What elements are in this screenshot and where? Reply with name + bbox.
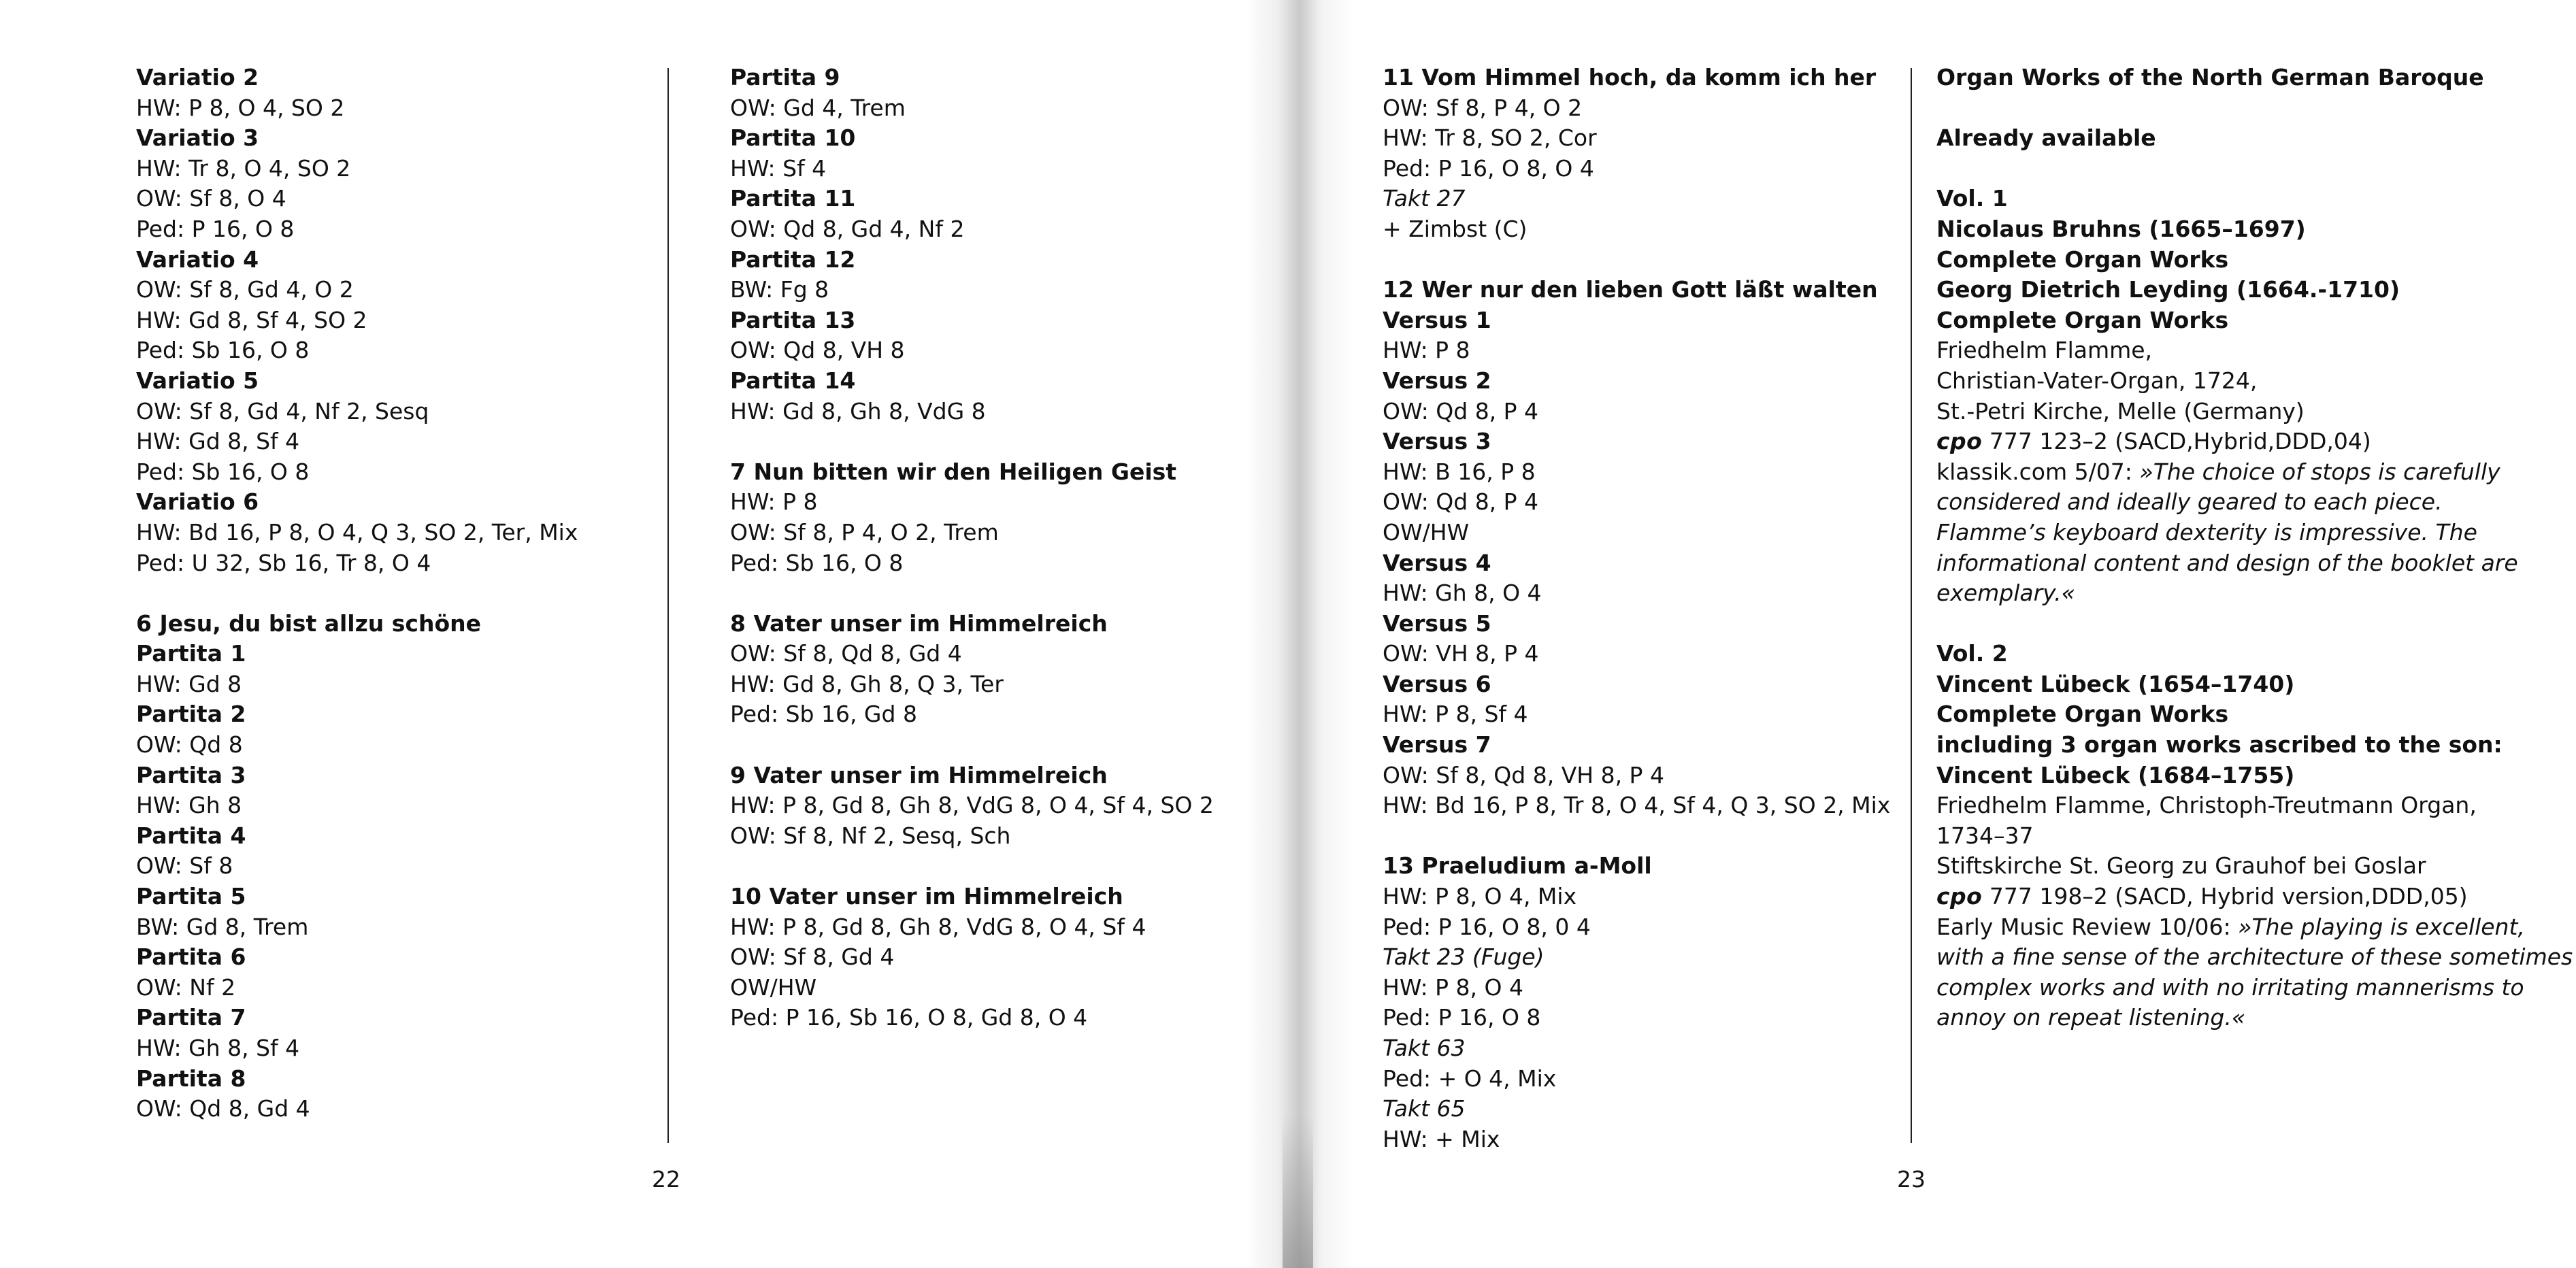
italic-line: informational content and design of the booklet are — [1936, 549, 2518, 576]
page-number-right: 23 — [1897, 1166, 1926, 1192]
registration-line: HW: Tr 8, O 4, SO 2 — [136, 154, 351, 182]
italic-line: complex works and with no irritating mannerisms to — [1936, 973, 2524, 1001]
heading-line: Georg Dietrich Leyding (1664.-1710) — [1936, 276, 2400, 303]
heading-line: 8 Vater unser im Himmelreich — [730, 610, 1108, 637]
blank-line — [1936, 154, 2573, 184]
registration-line: OW: Sf 8, P 4, O 2, Trem — [730, 518, 999, 546]
heading-line: 7 Nun bitten wir den Heiligen Geist — [730, 458, 1177, 485]
review-line — [1936, 457, 2573, 488]
italic-line: Takt 63 — [1383, 1035, 1466, 1061]
registration-line: Ped: Sb 16, O 8 — [136, 458, 310, 485]
review-quote: »The choice of stops is carefully — [2139, 458, 2500, 485]
registration-line: OW: Qd 8 — [136, 731, 243, 758]
heading-line: Versus 5 — [1383, 610, 1491, 637]
blank-line — [730, 427, 1214, 457]
heading-line: Partita 5 — [136, 883, 246, 910]
registration-line: Ped: P 16, O 8 — [1383, 1004, 1541, 1031]
registration-line: HW: Gh 8, O 4 — [1383, 580, 1542, 607]
registration-line: HW: Tr 8, SO 2, Cor — [1383, 124, 1597, 152]
registration-line: BW: Fg 8 — [730, 276, 829, 303]
registration-line: HW: Gd 8 — [136, 670, 242, 697]
registration-line: OW: Sf 8, Gd 4, O 2 — [136, 276, 354, 303]
heading-line: Versus 1 — [1383, 306, 1491, 333]
blank-line — [1383, 821, 1890, 852]
heading-line: 11 Vom Himmel hoch, da komm ich her — [1383, 64, 1877, 90]
book-gutter-shading — [1245, 0, 1354, 1268]
heading-line: Variatio 6 — [136, 488, 259, 516]
cpo-label: cpo — [1936, 428, 1983, 455]
registration-line: OW: Qd 8, VH 8 — [730, 337, 905, 364]
review-source: Early Music Review 10/06: — [1936, 913, 2239, 940]
heading-line: Partita 7 — [136, 1004, 246, 1031]
registration-line: OW: Gd 4, Trem — [730, 94, 906, 121]
heading-line: Partita 2 — [136, 701, 246, 728]
registration-line: Friedhelm Flamme, — [1936, 337, 2153, 364]
registration-line: HW: B 16, P 8 — [1383, 458, 1536, 485]
registration-line: HW: Bd 16, P 8, O 4, Q 3, SO 2, Ter, Mix — [136, 518, 578, 546]
left-page-column-1 — [136, 63, 578, 1124]
blank-line — [1383, 245, 1890, 276]
catalogue-number: 777 123–2 (SACD,Hybrid,DDD,04) — [1982, 428, 2371, 455]
registration-line: HW: P 8, O 4 — [1383, 973, 1523, 1001]
heading-line: Complete Organ Works — [1936, 701, 2229, 728]
registration-line: OW: Sf 8, Qd 8, Gd 4 — [730, 640, 962, 667]
registration-line: OW: Sf 8, O 4 — [136, 185, 286, 212]
review-source: klassik.com 5/07: — [1936, 458, 2140, 485]
registration-line: HW: Gd 8, Sf 4, SO 2 — [136, 306, 367, 333]
registration-line: HW: P 8 — [1383, 337, 1470, 364]
registration-line: OW/HW — [730, 973, 817, 1001]
heading-line: Partita 3 — [136, 761, 246, 788]
heading-line: Partita 11 — [730, 185, 856, 212]
heading-line: Versus 7 — [1383, 731, 1491, 758]
heading-line: Partita 9 — [730, 64, 840, 90]
heading-line: Already available — [1936, 124, 2156, 152]
registration-line: 1734–37 — [1936, 822, 2034, 849]
blank-line — [1936, 93, 2573, 124]
registration-line: OW: Qd 8, P 4 — [1383, 397, 1539, 424]
italic-line: Takt 65 — [1383, 1095, 1466, 1122]
italic-line: with a fine sense of the architecture of these sometimes — [1936, 944, 2573, 971]
heading-line: Vincent Lübeck (1684–1755) — [1936, 761, 2295, 788]
registration-line: Stiftskirche St. Georg zu Grauhof bei Goslar — [1936, 852, 2426, 880]
heading-line: Organ Works of the North German Baroque — [1936, 64, 2484, 90]
heading-line: Complete Organ Works — [1936, 246, 2229, 273]
heading-line: Versus 2 — [1383, 367, 1491, 394]
right-page-column-2 — [1936, 63, 2573, 1033]
heading-line: including 3 organ works ascribed to the son: — [1936, 731, 2503, 758]
registration-line: + Zimbst (C) — [1383, 215, 1528, 242]
heading-line: Partita 4 — [136, 822, 246, 849]
italic-line: Takt 23 (Fuge) — [1383, 944, 1545, 971]
registration-line: OW: Sf 8, P 4, O 2 — [1383, 94, 1583, 121]
right-page-column-1 — [1383, 63, 1890, 1154]
catalogue-number: 777 198–2 (SACD, Hybrid version,DDD,05) — [1982, 883, 2468, 910]
heading-line: Versus 6 — [1383, 670, 1491, 697]
registration-line: Ped: Sb 16, O 8 — [136, 337, 310, 364]
catalogue-line — [1936, 427, 2573, 457]
registration-line: Ped: Sb 16, Gd 8 — [730, 701, 917, 728]
heading-line: Variatio 5 — [136, 367, 259, 394]
italic-line: Flamme’s keyboard dexterity is impressive. The — [1936, 518, 2477, 546]
heading-line: 9 Vater unser im Himmelreich — [730, 761, 1108, 788]
catalogue-line — [1936, 882, 2573, 912]
registration-line: HW: P 8, O 4, Mix — [1383, 883, 1577, 910]
registration-line: Ped: P 16, O 8, 0 4 — [1383, 913, 1591, 940]
registration-line: OW: Sf 8, Qd 8, VH 8, P 4 — [1383, 761, 1664, 788]
heading-line: Versus 3 — [1383, 428, 1491, 455]
review-quote: »The playing is excellent, — [2238, 913, 2525, 940]
heading-line: Versus 4 — [1383, 549, 1491, 576]
registration-line: St.-Petri Kirche, Melle (Germany) — [1936, 397, 2305, 424]
registration-line: HW: Gd 8, Gh 8, Q 3, Ter — [730, 670, 1004, 697]
heading-line: Nicolaus Bruhns (1665–1697) — [1936, 215, 2306, 242]
heading-line: Partita 1 — [136, 640, 246, 667]
registration-line: Ped: Sb 16, O 8 — [730, 549, 904, 576]
registration-line: HW: Gd 8, Gh 8, VdG 8 — [730, 397, 986, 424]
registration-line: OW: Sf 8 — [136, 852, 233, 880]
heading-line: Partita 13 — [730, 306, 856, 333]
registration-line: HW: P 8, Gd 8, Gh 8, VdG 8, O 4, Sf 4, SO 2 — [730, 792, 1214, 819]
registration-line: HW: Gh 8 — [136, 792, 242, 819]
registration-line: HW: Gd 8, Sf 4 — [136, 428, 300, 455]
registration-line: OW: Sf 8, Gd 4, Nf 2, Sesq — [136, 397, 429, 424]
registration-line: OW: VH 8, P 4 — [1383, 640, 1539, 667]
book-gutter-bottom-shadow — [1283, 1116, 1313, 1268]
registration-line: Ped: P 16, O 8, O 4 — [1383, 154, 1594, 182]
registration-line: HW: + Mix — [1383, 1125, 1500, 1152]
heading-line: 12 Wer nur den lieben Gott läßt walten — [1383, 276, 1878, 303]
registration-line: OW: Sf 8, Gd 4 — [730, 944, 895, 971]
registration-line: Friedhelm Flamme, Christoph-Treutmann Organ, — [1936, 792, 2477, 819]
heading-line: Variatio 2 — [136, 64, 259, 90]
heading-line: Variatio 3 — [136, 124, 259, 152]
registration-line: OW: Qd 8, Gd 4 — [136, 1095, 310, 1122]
heading-line: Partita 10 — [730, 124, 856, 152]
blank-line — [730, 730, 1214, 761]
registration-line: HW: Sf 4 — [730, 154, 827, 182]
italic-line: exemplary.« — [1936, 580, 2076, 607]
heading-line: Partita 14 — [730, 367, 856, 394]
review-line — [1936, 912, 2573, 943]
page-number-left: 22 — [652, 1166, 680, 1192]
registration-line: HW: P 8, Gd 8, Gh 8, VdG 8, O 4, Sf 4 — [730, 913, 1146, 940]
registration-line: HW: P 8, Sf 4 — [1383, 701, 1528, 728]
heading-line: 13 Praeludium a-Moll — [1383, 852, 1652, 880]
cpo-label: cpo — [1936, 883, 1983, 910]
heading-line: Variatio 4 — [136, 246, 259, 273]
registration-line: OW/HW — [1383, 518, 1470, 546]
italic-line: considered and ideally geared to each piece. — [1936, 488, 2443, 516]
registration-line: HW: P 8, O 4, SO 2 — [136, 94, 345, 121]
registration-line: OW: Nf 2 — [136, 973, 236, 1001]
registration-line: HW: Gh 8, Sf 4 — [136, 1035, 300, 1061]
heading-line: Vincent Lübeck (1654–1740) — [1936, 670, 2295, 697]
heading-line: 6 Jesu, du bist allzu schöne — [136, 610, 482, 637]
registration-line: BW: Gd 8, Trem — [136, 913, 309, 940]
registration-line: Ped: P 16, Sb 16, O 8, Gd 8, O 4 — [730, 1004, 1088, 1031]
registration-line: OW: Qd 8, P 4 — [1383, 488, 1539, 516]
left-page-column-rule — [667, 68, 669, 1143]
italic-line: Takt 27 — [1383, 185, 1466, 212]
heading-line: Partita 6 — [136, 944, 246, 971]
registration-line: Christian-Vater-Organ, 1724, — [1936, 367, 2258, 394]
registration-line: Ped: + O 4, Mix — [1383, 1065, 1557, 1092]
registration-line: OW: Qd 8, Gd 4, Nf 2 — [730, 215, 965, 242]
heading-line: Vol. 2 — [1936, 640, 2008, 667]
heading-line: Partita 8 — [136, 1065, 246, 1092]
registration-line: HW: P 8 — [730, 488, 818, 516]
registration-line: OW: Sf 8, Nf 2, Sesq, Sch — [730, 822, 1011, 849]
italic-line: annoy on repeat listening.« — [1936, 1004, 2246, 1031]
right-page-column-rule — [1911, 68, 1912, 1143]
heading-line: Partita 12 — [730, 246, 856, 273]
left-page-column-2 — [730, 63, 1214, 1033]
registration-line: Ped: P 16, O 8 — [136, 215, 295, 242]
heading-line: Complete Organ Works — [1936, 306, 2229, 333]
blank-line — [1936, 609, 2573, 639]
registration-line: HW: Bd 16, P 8, Tr 8, O 4, Sf 4, Q 3, SO 2, Mix — [1383, 792, 1891, 819]
blank-line — [136, 578, 578, 609]
blank-line — [730, 578, 1214, 609]
registration-line: Ped: U 32, Sb 16, Tr 8, O 4 — [136, 549, 431, 576]
heading-line: Vol. 1 — [1936, 185, 2008, 212]
blank-line — [730, 851, 1214, 882]
heading-line: 10 Vater unser im Himmelreich — [730, 883, 1123, 910]
